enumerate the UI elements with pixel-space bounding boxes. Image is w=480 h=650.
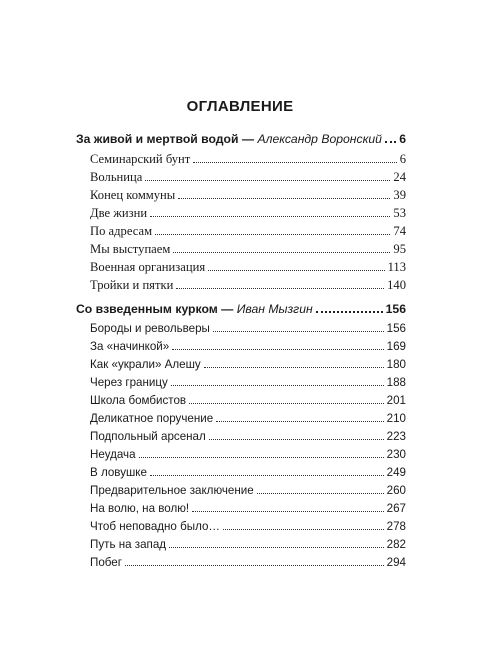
entry-page-number: 210 [386, 412, 406, 425]
dot-leader [209, 439, 384, 440]
entry-title: Вольница [90, 170, 143, 184]
toc-entry[interactable] [90, 320, 406, 338]
entry-title: Мы выступаем [90, 242, 171, 256]
entry-page-number: 140 [387, 278, 406, 292]
section-title: За живой и мертвой водой [76, 132, 239, 146]
entry-page-number: 169 [386, 340, 406, 353]
dot-leader [172, 349, 383, 350]
dot-leader [385, 141, 396, 143]
entry-title: За «начинкой» [90, 340, 170, 353]
entry-page-number: 113 [387, 260, 406, 274]
entry-title: Семинарский бунт [90, 152, 191, 166]
dot-leader [216, 421, 383, 422]
toc-entry[interactable] [90, 150, 406, 168]
section-page-number: 6 [399, 132, 406, 146]
dot-leader [176, 288, 384, 289]
entry-title: Как «украли» Алешу [90, 358, 201, 371]
toc-entry[interactable] [90, 464, 406, 482]
section-separator: — [217, 302, 237, 316]
entry-title: Бороды и револьверы [90, 322, 210, 335]
entry-page-number: 188 [386, 376, 406, 389]
toc-entry[interactable] [90, 258, 406, 276]
entry-page-number: 39 [393, 188, 406, 202]
entry-page-number: 282 [386, 538, 406, 551]
entry-page-number: 294 [386, 556, 406, 569]
entry-page-number: 24 [393, 170, 406, 184]
toc-entry[interactable] [90, 482, 406, 500]
entry-title: Две жизни [90, 206, 148, 220]
toc-entry[interactable] [90, 374, 406, 392]
entry-title: На волю, на волю! [90, 502, 190, 515]
toc-entry[interactable] [90, 392, 406, 410]
entry-page-number: 53 [393, 206, 406, 220]
page-title: ОГЛАВЛЕНИЕ [186, 98, 294, 115]
entry-title: Путь на запад [90, 538, 167, 551]
dot-leader [192, 511, 384, 512]
dot-leader [155, 234, 390, 235]
entry-title: Неудача [90, 448, 136, 461]
dot-leader [316, 311, 383, 313]
entry-page-number: 230 [386, 448, 406, 461]
entry-page-number: 6 [399, 152, 406, 166]
toc-entry[interactable] [90, 168, 406, 186]
toc-entry[interactable] [90, 222, 406, 240]
toc-entry[interactable] [90, 356, 406, 374]
dot-leader [150, 216, 390, 217]
entry-title: Военная организация [90, 260, 206, 274]
toc-entry[interactable] [90, 428, 406, 446]
dot-leader [139, 457, 384, 458]
entry-page-number: 74 [393, 224, 406, 238]
dot-leader [189, 403, 384, 404]
entry-page-number: 278 [386, 520, 406, 533]
toc-entry[interactable] [90, 446, 406, 464]
toc-entry[interactable] [90, 518, 406, 536]
toc-entry[interactable] [90, 186, 406, 204]
entry-title: Через границу [90, 376, 168, 389]
entry-page-number: 267 [386, 502, 406, 515]
toc-entry[interactable] [90, 338, 406, 356]
entry-title: Тройки и пятки [90, 278, 174, 292]
entry-title: Предварительное заключение [90, 484, 254, 497]
toc-section-heading[interactable] [76, 130, 406, 148]
section-title: Со взведенным курком [76, 302, 218, 316]
dot-leader [178, 198, 390, 199]
entry-title: В ловушке [90, 466, 147, 479]
entry-page-number: 156 [386, 322, 406, 335]
entry-page-number: 249 [386, 466, 406, 479]
dot-leader [125, 565, 384, 566]
dot-leader [171, 385, 384, 386]
entry-page-number: 223 [386, 430, 406, 443]
toc-entry[interactable] [90, 410, 406, 428]
dot-leader [169, 547, 384, 548]
dot-leader [208, 270, 384, 271]
entry-title: Деликатное поручение [90, 412, 214, 425]
entry-page-number: 95 [393, 242, 406, 256]
entry-title: Школа бомбистов [90, 394, 187, 407]
dot-leader [213, 331, 384, 332]
section-page-number: 156 [385, 302, 406, 316]
section-separator: — [238, 132, 258, 146]
section-author: Иван Мызгин [236, 302, 313, 316]
entry-title: Чтоб неповадно было… [90, 520, 221, 533]
dot-leader [150, 475, 384, 476]
toc-entry[interactable] [90, 276, 406, 294]
toc-section-heading[interactable] [76, 300, 406, 318]
toc-entry[interactable] [90, 500, 406, 518]
toc-entry[interactable] [90, 204, 406, 222]
entry-page-number: 260 [386, 484, 406, 497]
entry-title: Конец коммуны [90, 188, 176, 202]
toc-entry[interactable] [90, 554, 406, 572]
entry-title: Подпольный арсенал [90, 430, 206, 443]
section-author: Александр Воронский [257, 132, 382, 146]
dot-leader [257, 493, 384, 494]
dot-leader [193, 162, 396, 163]
dot-leader [204, 367, 384, 368]
toc-entry[interactable] [90, 240, 406, 258]
entry-page-number: 201 [386, 394, 406, 407]
dot-leader [223, 529, 384, 530]
toc-entry[interactable] [90, 536, 406, 554]
dot-leader [173, 252, 390, 253]
entry-title: По адресам [90, 224, 153, 238]
entry-page-number: 180 [386, 358, 406, 371]
dot-leader [145, 180, 390, 181]
entry-title: Побег [90, 556, 122, 569]
